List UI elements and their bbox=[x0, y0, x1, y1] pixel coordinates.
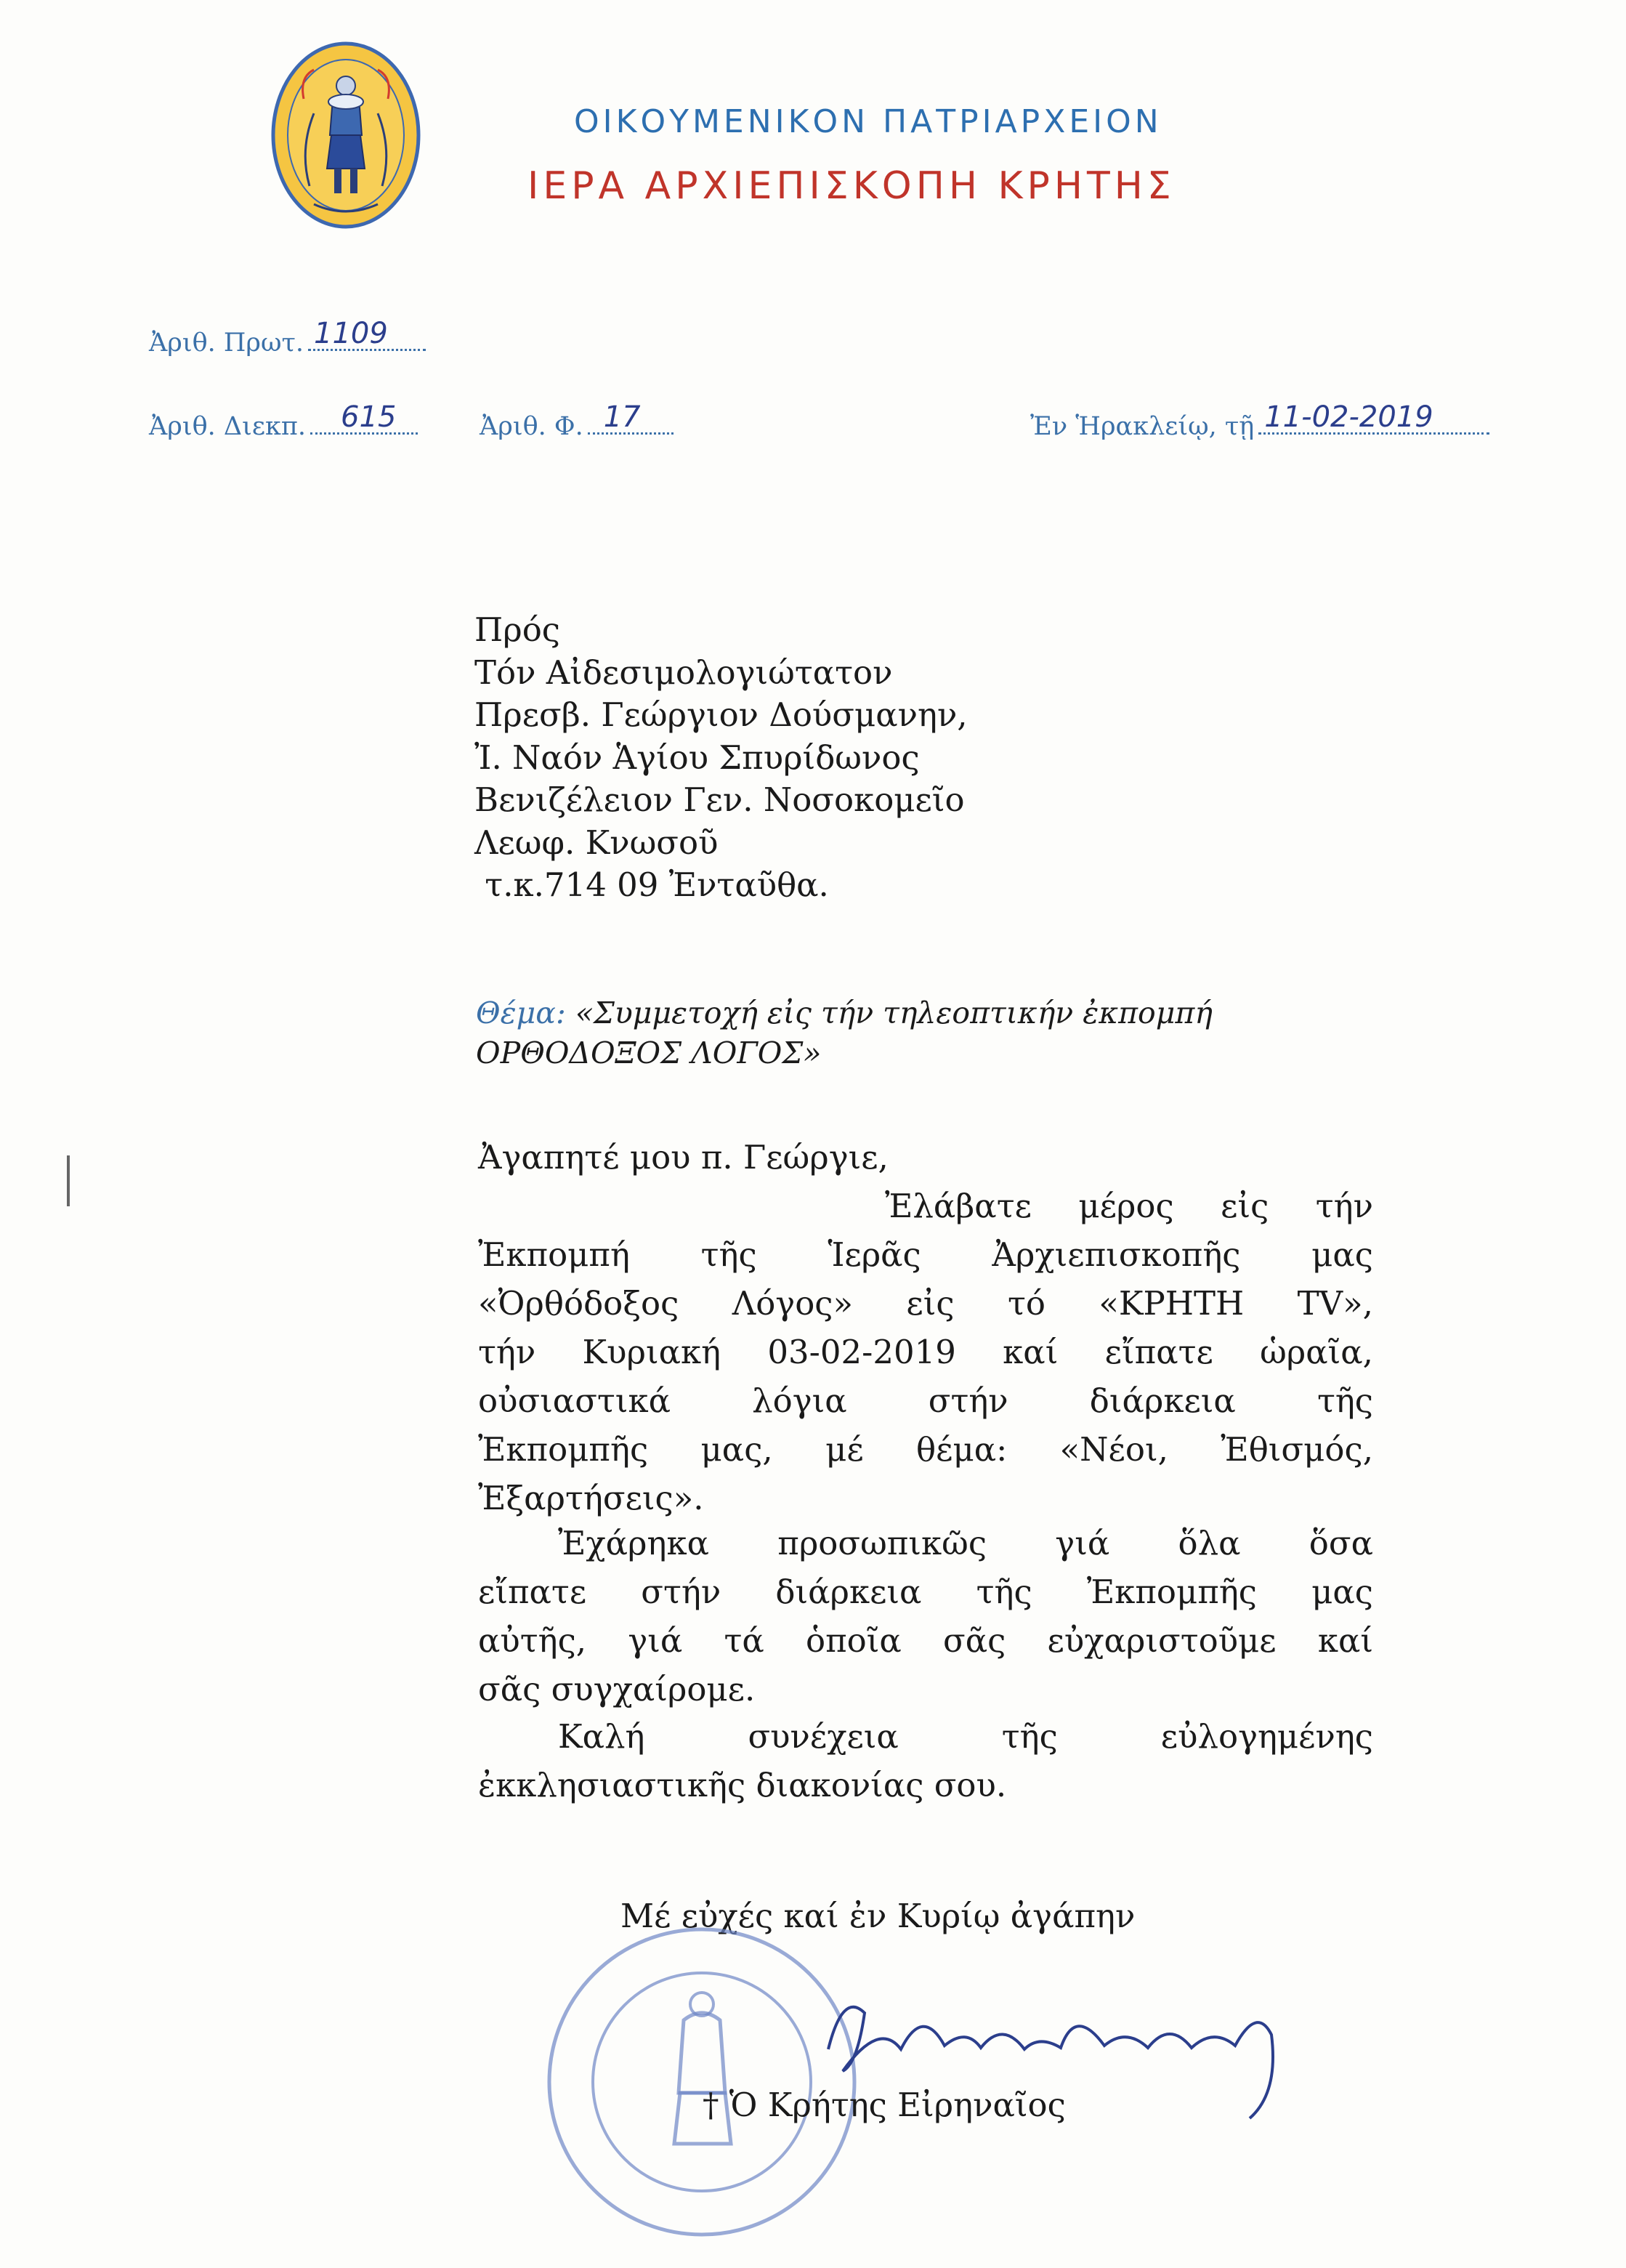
addressee-line: Λεωφ. Κνωσοῦ bbox=[474, 823, 719, 862]
body-line: Καλή συνέχεια τῆς εὐλογημένης bbox=[558, 1717, 1373, 1756]
addressee-line: τ.κ.714 09 Ἐνταῦθα. bbox=[474, 865, 829, 904]
dispatch-number-row bbox=[149, 400, 418, 441]
addressee-line: Πρεσβ. Γεώργιον Δούσμανην, bbox=[474, 695, 968, 734]
body-line: «Ὀρθόδοξος Λόγος» εἰς τό «ΚΡΗΤΗ TV», bbox=[478, 1284, 1373, 1323]
subject-block bbox=[476, 993, 1213, 1073]
protocol-label: Ἀριθ. Πρωτ. bbox=[149, 328, 304, 358]
subject-line: «Συμμετοχή εἰς τήν τηλεοπτικήν ἐκπομπή bbox=[575, 996, 1213, 1030]
body-line: οὐσιαστικά λόγια στήν διάρκεια τῆς bbox=[478, 1381, 1373, 1420]
body-line: Ἐξαρτήσεις». bbox=[478, 1479, 704, 1517]
closing-line: Μέ εὐχές καί ἐν Κυρίῳ ἀγάπην bbox=[620, 1897, 1136, 1935]
margin-mark bbox=[67, 1155, 70, 1206]
body-line: Ἐχάρηκα προσωπικῶς γιά ὅλα ὅσα bbox=[558, 1524, 1373, 1562]
body-paragraph-3 bbox=[478, 1712, 1373, 1809]
file-number-row bbox=[480, 400, 674, 441]
place-label: Ἐν Ἡρακλείῳ, τῇ bbox=[1030, 412, 1255, 441]
body-line: ἐκκλησιαστικῆς διακονίας σου. bbox=[478, 1766, 1007, 1804]
addressee-line: Ἰ. Ναόν Ἁγίου Σπυρίδωνος bbox=[474, 738, 920, 777]
greeting: Ἀγαπητέ μου π. Γεώργιε, bbox=[478, 1138, 889, 1177]
body-paragraph-2 bbox=[478, 1519, 1373, 1714]
letterhead-archdiocese: ΙΕΡΑ ΑΡΧΙΕΠΙΣΚΟΠΗ ΚΡΗΤΗΣ bbox=[527, 164, 1176, 208]
date-value: 11-02-2019 bbox=[1264, 400, 1433, 434]
body-line: αὐτῆς, γιά τά ὁποῖα σᾶς εὐχαριστοῦμε καί bbox=[478, 1621, 1373, 1660]
body-line: εἴπατε στήν διάρκεια τῆς Ἐκπομπῆς μας bbox=[478, 1573, 1373, 1611]
body-line: τήν Κυριακή 03-02-2019 καί εἴπατε ὡραῖα, bbox=[478, 1333, 1373, 1371]
body-line: Ἐκπομπῆς μας, μέ θέμα: «Νέοι, Ἐθισμός, bbox=[478, 1430, 1373, 1469]
protocol-number-row bbox=[149, 317, 426, 358]
signer-name: † Ὁ Κρήτης Εἰρηναῖος bbox=[703, 2086, 1066, 2124]
subject-line: ΟΡΘΟΔΟΞΟΣ ΛΟΓΟΣ» bbox=[476, 1036, 822, 1070]
dispatch-number: 615 bbox=[341, 400, 397, 434]
file-label: Ἀριθ. Φ. bbox=[480, 412, 583, 441]
addressee-line: Πρός bbox=[474, 610, 560, 649]
protocol-number: 1109 bbox=[314, 317, 388, 350]
addressee-line: Βενιζέλειον Γεν. Νοσοκομεῖο bbox=[474, 780, 965, 819]
file-number: 17 bbox=[603, 400, 641, 434]
letterhead-patriarchate: ΟΙΚΟΥΜΕΝΙΚΟΝ ΠΑΤΡΙΑΡΧΕΙΟΝ bbox=[574, 103, 1162, 140]
archdiocese-seal-logo bbox=[270, 41, 421, 230]
body-paragraph-1 bbox=[478, 1182, 1373, 1522]
body-line: Ἐλάβατε μέρος εἰς τήν bbox=[885, 1187, 1373, 1225]
addressee-block bbox=[474, 609, 968, 907]
date-row bbox=[1030, 400, 1489, 441]
dispatch-label: Ἀριθ. Διεκπ. bbox=[149, 412, 307, 441]
body-line: Ἐκπομπή τῆς Ἱερᾶς Ἀρχιεπισκοπῆς μας bbox=[478, 1235, 1373, 1274]
addressee-line: Τόν Αἰδεσιμολογιώτατον bbox=[474, 653, 893, 692]
subject-label: Θέμα: bbox=[476, 996, 566, 1030]
body-line: σᾶς συγχαίρομε. bbox=[478, 1670, 756, 1708]
